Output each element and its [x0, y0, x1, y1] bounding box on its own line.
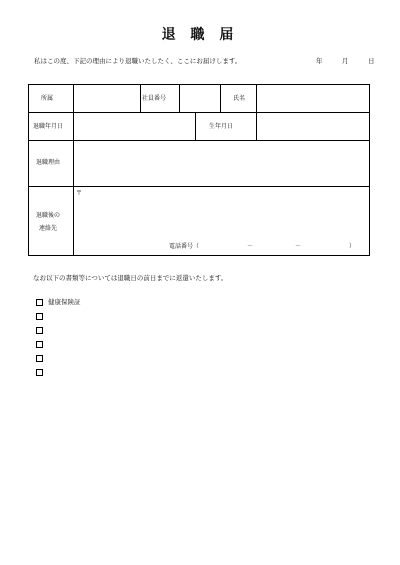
retirement-date-field[interactable] [74, 113, 195, 140]
checkbox[interactable] [36, 355, 43, 362]
phone-label: 電話番号（ [169, 243, 200, 250]
checklist-item [36, 340, 81, 354]
checkbox[interactable] [36, 299, 43, 306]
name-label: 氏名 [233, 95, 246, 102]
column-divider [220, 85, 221, 112]
day-unit: 日 [368, 57, 375, 65]
phone-close-paren: ） [349, 243, 356, 250]
checklist-item-label: 健康保険証 [48, 298, 81, 306]
checkbox[interactable] [36, 341, 43, 348]
phone-separator: － [247, 243, 254, 250]
return-items-note: なお以下の書類等については退職日の前日までに返還いたします。 [33, 274, 228, 282]
checklist-item [36, 368, 81, 382]
name-field[interactable] [257, 85, 369, 112]
birth-date-label: 生年月日 [209, 123, 234, 130]
column-divider [195, 112, 196, 140]
retirement-form-table [28, 84, 370, 256]
year-unit: 年 [316, 57, 323, 65]
checkbox[interactable] [36, 327, 43, 334]
checkbox[interactable] [36, 369, 43, 376]
contact-label-line1: 退職後の [36, 212, 61, 219]
intro-line [34, 55, 374, 67]
phone-field[interactable] [214, 238, 364, 254]
document-title: 退 職 届 [161, 27, 239, 43]
birth-date-field[interactable] [257, 113, 369, 140]
reason-field[interactable] [74, 141, 369, 186]
checklist-item [36, 298, 81, 312]
employee-number-label: 社員番号 [142, 95, 167, 102]
checklist-item [36, 312, 81, 326]
department-label: 所属 [41, 95, 54, 102]
employee-number-field[interactable] [180, 85, 220, 112]
checkbox[interactable] [36, 313, 43, 320]
postal-mark: 〒 [76, 190, 83, 197]
phone-separator: － [295, 243, 302, 250]
department-field[interactable] [74, 85, 140, 112]
contact-address-field[interactable] [74, 187, 369, 237]
contact-label-line2: 連絡先 [39, 225, 58, 232]
reason-label: 退職理由 [36, 159, 61, 166]
month-unit: 月 [342, 57, 349, 65]
checklist-item [36, 354, 81, 368]
return-items-checklist [36, 298, 81, 382]
intro-text: 私はこの度、下記の理由により退職いたしたく、ここにお届けします。 [34, 57, 242, 65]
retirement-date-label: 退職年月日 [33, 123, 64, 130]
checklist-item [36, 326, 81, 340]
column-divider [140, 85, 141, 112]
